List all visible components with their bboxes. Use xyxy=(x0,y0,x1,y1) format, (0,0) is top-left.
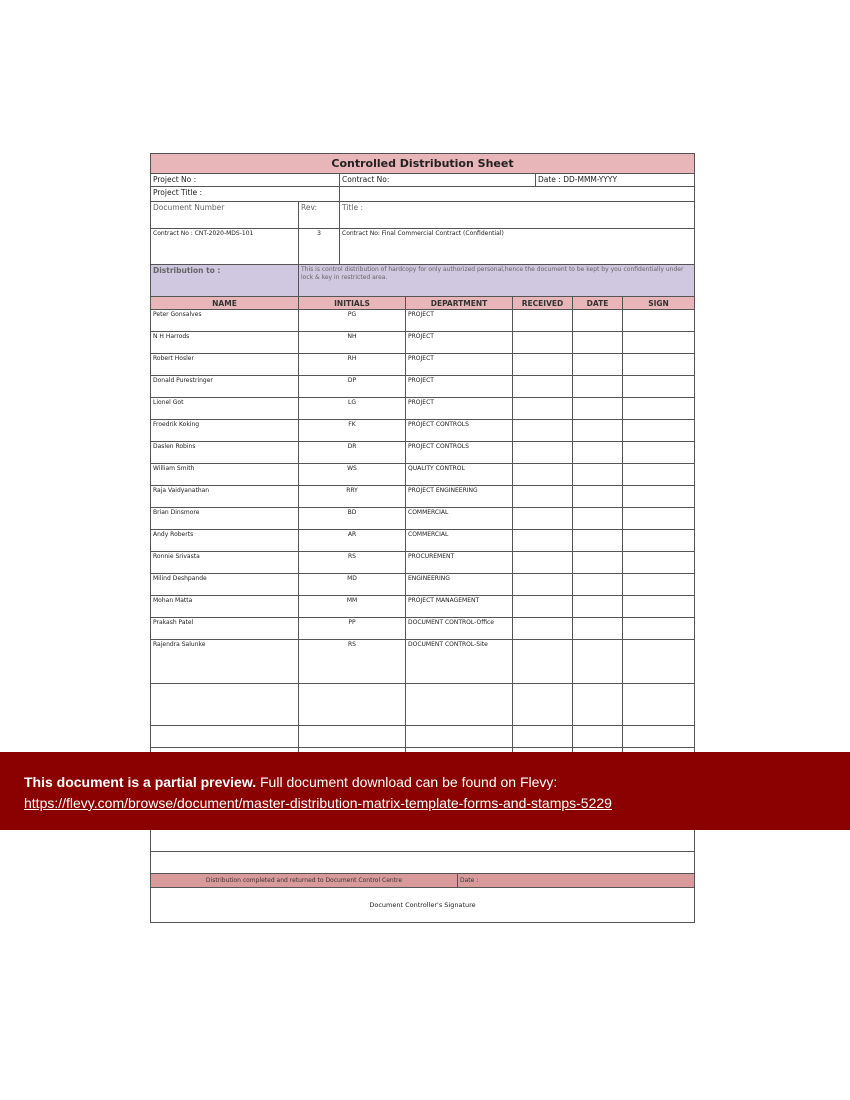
row-initials: LG xyxy=(299,398,406,419)
table-row xyxy=(151,574,694,596)
row-department: PROJECT xyxy=(406,354,513,375)
empty-row xyxy=(151,726,694,748)
row-name: William Smith xyxy=(151,464,299,485)
row-department: PROJECT CONTROLS xyxy=(406,420,513,441)
col-department: DEPARTMENT xyxy=(406,297,513,309)
project-no-label: Project No : xyxy=(151,174,340,186)
banner-download-link[interactable]: https://flevy.com/browse/document/master-distribution-matrix-template-forms-and-stamps-5229 xyxy=(24,795,612,811)
table-row xyxy=(151,464,694,486)
row-received xyxy=(513,398,573,419)
col-initials: INITIALS xyxy=(299,297,406,309)
row-initials: RH xyxy=(299,354,406,375)
row-received xyxy=(513,464,573,485)
table-row xyxy=(151,420,694,442)
row-sign xyxy=(623,376,694,397)
row-received xyxy=(513,552,573,573)
row-initials: RS xyxy=(299,552,406,573)
project-no-row xyxy=(151,174,694,187)
row-initials: BD xyxy=(299,508,406,529)
row-received xyxy=(513,508,573,529)
empty-row xyxy=(151,662,694,684)
distribution-row xyxy=(151,265,694,297)
contract-title-value: Contract No: Final Commercial Contract (Confidential) xyxy=(342,230,504,237)
row-received xyxy=(513,574,573,595)
row-department: PROJECT xyxy=(406,376,513,397)
completed-label: Distribution completed and returned to Document Control Centre xyxy=(151,874,458,887)
date-label: Date : DD-MMM-YYYY xyxy=(538,175,618,184)
row-sign xyxy=(623,530,694,551)
row-date xyxy=(573,376,623,397)
row-name: Andy Roberts xyxy=(151,530,299,551)
row-sign xyxy=(623,464,694,485)
row-received xyxy=(513,420,573,441)
title-label: Title : xyxy=(342,203,363,212)
row-date xyxy=(573,354,623,375)
row-name: Rajendra Salunke xyxy=(151,640,299,662)
row-name: Milind Deshpande xyxy=(151,574,299,595)
banner-text: Full document download can be found on Flevy: xyxy=(260,774,558,790)
row-department: PROJECT MANAGEMENT xyxy=(406,596,513,617)
row-date xyxy=(573,552,623,573)
distribution-note: This is control distribution of hardcopy for only authorized personal,hence the document to be kept by you confidentially under lock & key in restricted area. xyxy=(301,266,684,281)
banner-message xyxy=(24,772,826,792)
rev-value: 3 xyxy=(299,229,340,264)
row-initials: NH xyxy=(299,332,406,353)
preview-banner xyxy=(0,752,850,830)
row-sign xyxy=(623,442,694,463)
completion-row xyxy=(151,874,694,888)
row-name: Froedrik Koking xyxy=(151,420,299,441)
row-initials: FK xyxy=(299,420,406,441)
row-initials: DP xyxy=(299,376,406,397)
row-sign xyxy=(623,618,694,639)
row-initials: MD xyxy=(299,574,406,595)
contract-no-value: Contract No : CNT-2020-MDS-101 xyxy=(151,229,299,264)
col-sign: SIGN xyxy=(648,299,669,308)
row-department: PROCUREMENT xyxy=(406,552,513,573)
row-department: DOCUMENT CONTROL-Office xyxy=(406,618,513,639)
row-name: Prakash Patel xyxy=(151,618,299,639)
project-title-label: Project Title : xyxy=(151,187,340,201)
row-name: Daslen Robins xyxy=(151,442,299,463)
row-department: COMMERCIAL xyxy=(406,508,513,529)
row-received xyxy=(513,618,573,639)
row-received xyxy=(513,310,573,331)
row-department: PROJECT ENGINEERING xyxy=(406,486,513,507)
row-name: Mohan Matta xyxy=(151,596,299,617)
row-department: DOCUMENT CONTROL-Site xyxy=(406,640,513,662)
row-received xyxy=(513,530,573,551)
table-row xyxy=(151,618,694,640)
distribution-label: Distribution to : xyxy=(151,265,299,296)
row-sign xyxy=(623,596,694,617)
row-sign xyxy=(623,552,694,573)
row-date xyxy=(573,398,623,419)
table-row xyxy=(151,552,694,574)
document-number-row xyxy=(151,202,694,229)
row-department: PROJECT xyxy=(406,332,513,353)
row-department: QUALITY CONTROL xyxy=(406,464,513,485)
row-initials: PP xyxy=(299,618,406,639)
row-received xyxy=(513,442,573,463)
completed-date-label: Date : xyxy=(460,877,479,884)
row-name: Lionel Got xyxy=(151,398,299,419)
row-department: COMMERCIAL xyxy=(406,530,513,551)
table-row xyxy=(151,398,694,420)
col-name: NAME xyxy=(151,297,299,309)
row-name: Raja Vaidyanathan xyxy=(151,486,299,507)
row-sign xyxy=(623,640,694,662)
row-sign xyxy=(623,354,694,375)
row-sign xyxy=(623,574,694,595)
row-received xyxy=(513,486,573,507)
row-initials: AR xyxy=(299,530,406,551)
table-row xyxy=(151,640,694,662)
row-date xyxy=(573,486,623,507)
table-row xyxy=(151,354,694,376)
contract-no-label: Contract No: xyxy=(340,174,536,186)
row-initials: DR xyxy=(299,442,406,463)
row-date xyxy=(573,596,623,617)
row-department: ENGINEERING xyxy=(406,574,513,595)
table-body xyxy=(151,310,694,662)
row-sign xyxy=(623,310,694,331)
row-name: Robert Hosler xyxy=(151,354,299,375)
row-name: N H Harrods xyxy=(151,332,299,353)
row-received xyxy=(513,640,573,662)
row-name: Donald Purestringer xyxy=(151,376,299,397)
row-received xyxy=(513,332,573,353)
row-department: PROJECT CONTROLS xyxy=(406,442,513,463)
row-initials: PG xyxy=(299,310,406,331)
row-department: PROJECT xyxy=(406,398,513,419)
col-received: RECEIVED xyxy=(513,297,573,309)
table-row xyxy=(151,376,694,398)
col-date: DATE xyxy=(573,297,623,309)
banner-bold-text: This document is a partial preview. xyxy=(24,774,257,790)
table-row xyxy=(151,442,694,464)
row-initials: MM xyxy=(299,596,406,617)
document-number-label: Document Number xyxy=(151,202,299,228)
row-name: Ronnie Srivasta xyxy=(151,552,299,573)
row-department: PROJECT xyxy=(406,310,513,331)
remarks-line xyxy=(151,852,694,874)
row-date xyxy=(573,310,623,331)
row-sign xyxy=(623,420,694,441)
sheet-title: Controlled Distribution Sheet xyxy=(331,157,514,170)
table-header xyxy=(151,297,694,310)
table-row xyxy=(151,530,694,552)
empty-row xyxy=(151,684,694,726)
row-received xyxy=(513,376,573,397)
row-name: Peter Gonsalves xyxy=(151,310,299,331)
row-date xyxy=(573,442,623,463)
row-date xyxy=(573,508,623,529)
table-row xyxy=(151,508,694,530)
row-name: Brian Dinsmore xyxy=(151,508,299,529)
table-row xyxy=(151,596,694,618)
table-row xyxy=(151,332,694,354)
row-date xyxy=(573,464,623,485)
row-sign xyxy=(623,398,694,419)
row-date xyxy=(573,530,623,551)
table-row xyxy=(151,486,694,508)
row-sign xyxy=(623,332,694,353)
row-initials: WS xyxy=(299,464,406,485)
table-row xyxy=(151,310,694,332)
row-initials: RS xyxy=(299,640,406,662)
signature-row xyxy=(151,888,694,922)
project-title-row xyxy=(151,187,694,202)
project-title-value xyxy=(340,187,694,201)
controller-signature: Document Controller's Signature xyxy=(369,901,476,909)
row-date xyxy=(573,640,623,662)
row-date xyxy=(573,332,623,353)
remarks-line xyxy=(151,830,694,852)
row-sign xyxy=(623,508,694,529)
row-received xyxy=(513,354,573,375)
sheet-title-row xyxy=(151,154,694,174)
row-initials: RRY xyxy=(299,486,406,507)
contract-row xyxy=(151,229,694,265)
row-date xyxy=(573,420,623,441)
rev-label: Rev: xyxy=(299,202,340,228)
row-received xyxy=(513,596,573,617)
row-sign xyxy=(623,486,694,507)
row-date xyxy=(573,618,623,639)
row-date xyxy=(573,574,623,595)
